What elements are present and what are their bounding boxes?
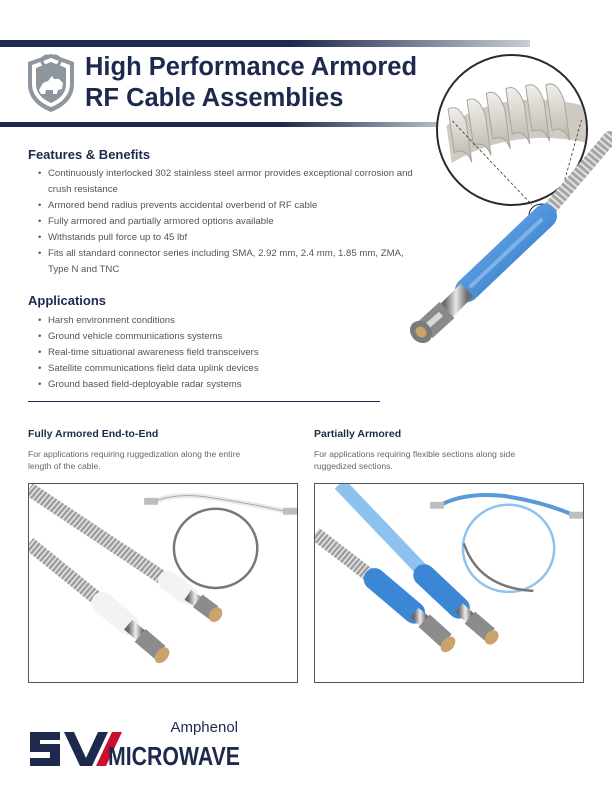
description-line: length of the cable.: [28, 460, 101, 471]
list-item: • Harsh environment conditions: [38, 313, 458, 329]
shield-with-rhino-icon: [24, 52, 78, 114]
list-item: • Continuously interlocked 302 stainless steel armor provides exceptional corrosion and: [38, 166, 458, 182]
page-title: [85, 52, 445, 114]
brand-division: MICROWAVE: [108, 741, 240, 771]
list-item: • Ground vehicle communications systems: [38, 329, 458, 345]
title-line-1: High Performance Armored: [85, 53, 418, 81]
description-line: For applications requiring ruggedization along the entire: [28, 449, 241, 459]
features-list: [38, 166, 458, 278]
list-item: • Fully armored and partially armored options available: [38, 214, 458, 230]
features-heading: Features & Benefits: [28, 147, 151, 162]
description-line: For applications requiring flexible sections along side: [314, 449, 516, 459]
fully-armored-photo: [28, 483, 298, 683]
partially-armored-photo: [314, 483, 584, 683]
list-item: • Withstands pull force up to 45 lbf: [38, 230, 458, 246]
applications-heading: Applications: [28, 293, 107, 308]
brand-company: Amphenol: [170, 719, 238, 736]
list-item: • Fits all standard connector series including SMA, 2.92 mm, 2.4 mm, 1.85 mm, ZMA,: [38, 246, 458, 262]
applications-list: [38, 313, 458, 393]
list-item: • Real-time situational awareness field transceivers: [38, 345, 458, 361]
list-item: crush resistance: [48, 184, 118, 195]
description-line: ruggedized sections.: [314, 460, 393, 471]
list-item: • Ground based field-deployable radar systems: [38, 377, 458, 393]
list-item: • Armored bend radius prevents accidental overbend of RF cable: [38, 198, 458, 214]
top-accent-bar: [0, 40, 530, 47]
list-item: • Satellite communications field data uplink devices: [38, 361, 458, 377]
fully-armored-heading: Fully Armored End-to-End: [28, 428, 159, 440]
partially-armored-heading: Partially Armored: [314, 428, 402, 440]
amphenol-sv-microwave-logo: [26, 716, 256, 776]
partially-armored-description: [314, 449, 574, 472]
list-item: Type N and TNC: [48, 264, 120, 275]
title-line-2: RF Cable Assemblies: [85, 84, 344, 112]
section-divider: [28, 401, 380, 402]
fully-armored-description: [28, 449, 288, 472]
